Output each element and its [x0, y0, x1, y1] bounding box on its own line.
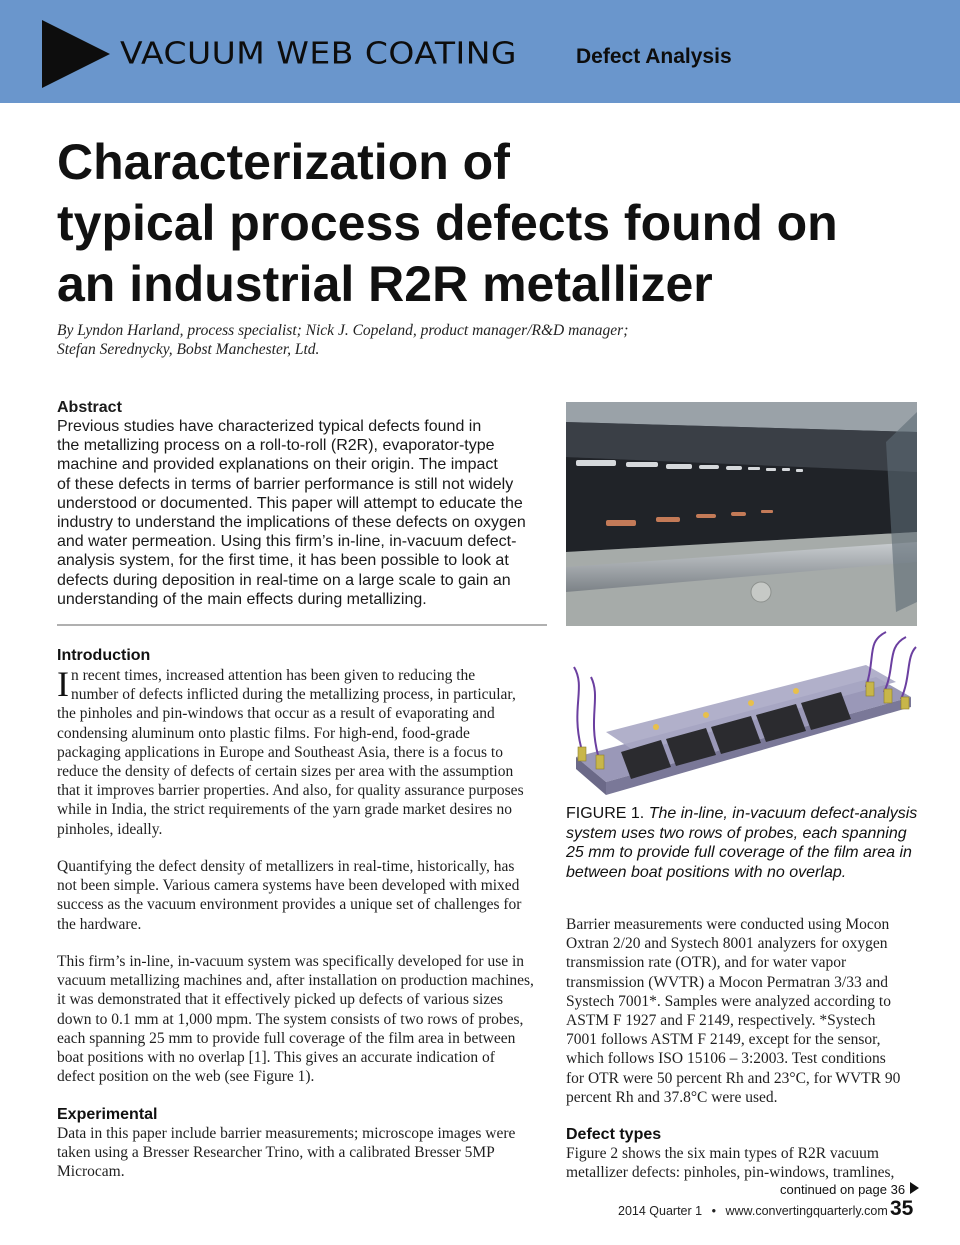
byline-line: Stefan Serednycky, Bobst Manchester, Ltd.: [57, 341, 320, 358]
experimental-paragraph: [57, 1124, 547, 1182]
abstract-line: the metallizing process on a roll-to-roll (R2R), evaporator-type: [57, 437, 495, 455]
intro-line: success as the vacuum environment provides a unique set of challenges for: [57, 896, 522, 914]
intro-paragraph-3: [57, 952, 547, 1086]
intro-line: down to 0.1 mm at 1,000 mpm. The system consists of two rows of probes,: [57, 1010, 524, 1028]
intro-line: not been simple. Various camera systems have been developed with mixed: [57, 877, 520, 895]
title-line: an industrial R2R metallizer: [57, 256, 713, 312]
series-title: VACUUM WEB COATING: [120, 35, 517, 72]
barrier-line: which follows ISO 15106 – 3:2003. Test conditions: [566, 1050, 886, 1068]
barrier-line: transmission (WVTR) a Mocon Permatran 3/33 and: [566, 973, 888, 991]
play-triangle-icon: [42, 20, 110, 88]
experimental-heading: Experimental: [57, 1106, 158, 1123]
title-line: Characterization of: [57, 134, 510, 190]
caption-text: The in-line, in-vacuum defect-analysis: [648, 805, 918, 822]
intro-line: condensing aluminum onto plastic films. For high-end, food-grade: [57, 724, 470, 742]
intro-line: that it improves barrier properties. And also, for quality assurance purposes: [57, 782, 524, 800]
abstract-line: understanding of the main effects during metallizing.: [57, 590, 427, 608]
barrier-line: Oxtran 2/20 and Systech 8001 analyzers for oxygen: [566, 935, 888, 953]
website-link[interactable]: www.convertingquarterly.com: [725, 1204, 888, 1218]
page-footer: [618, 1203, 888, 1219]
barrier-line: Barrier measurements were conducted using Mocon: [566, 916, 890, 933]
section-divider: [57, 624, 547, 626]
intro-line: each spanning 25 mm to provide full coverage of the film area in between: [57, 1029, 516, 1047]
drop-cap: I: [57, 664, 69, 704]
experimental-line: taken using a Bresser Researcher Trino, with a calibrated Bresser 5MP: [57, 1144, 495, 1162]
article-title: [57, 132, 917, 315]
intro-line: while in India, the strict requirements of the yarn grade market desires no: [57, 801, 512, 819]
header-banner: [0, 0, 960, 103]
intro-line: vacuum metallizing machines and, after installation on production machines,: [57, 972, 534, 990]
section-label: Defect Analysis: [576, 45, 732, 68]
defect-types-line: metallizer defects: pinholes, pin-windows, tramlines,: [566, 1164, 895, 1182]
intro-line: number of defects inflicted during the metallizing process, in particular,: [71, 686, 516, 704]
figure-1-caption: [566, 804, 921, 882]
barrier-paragraph: [566, 915, 926, 1107]
intro-line: defect position on the web (see Figure 1).: [57, 1068, 315, 1086]
footer-separator: •: [711, 1204, 716, 1218]
intro-line: n recent times, increased attention has been given to reducing the: [71, 667, 476, 684]
intro-line: packaging applications in Europe and Southeast Asia, there is a focus to: [57, 743, 503, 761]
probe-array-render: [566, 627, 917, 807]
defect-types-heading: Defect types: [566, 1126, 662, 1143]
intro-line: boat positions with no overlap [1]. This gives an accurate indication of: [57, 1049, 495, 1067]
byline-line: By Lyndon Harland, process specialist; Nick J. Copeland, product manager/R&D manager;: [57, 322, 629, 339]
intro-line: This firm’s in-line, in-vacuum system was specifically developed for use in: [57, 953, 525, 970]
intro-paragraph-1: [57, 666, 547, 839]
defect-types-line: Figure 2 shows the six main types of R2R vacuum: [566, 1145, 879, 1162]
barrier-line: ASTM F 1927 and F 2149, respectively. *Systech: [566, 1012, 876, 1030]
barrier-line: 7001 follows ASTM F 2149, except for the sensor,: [566, 1031, 881, 1049]
intro-line: Quantifying the defect density of metallizers in real-time, historically, has: [57, 858, 515, 875]
barrier-line: Systech 7001*. Samples were analyzed according to: [566, 992, 891, 1010]
caption-line: system uses two rows of probes, each spanning: [566, 824, 907, 842]
abstract-line: understood or documented. This paper will attempt to educate the: [57, 494, 523, 512]
experimental-line: Microcam.: [57, 1163, 125, 1181]
issue-label: 2014 Quarter 1: [618, 1204, 703, 1218]
barrier-line: for OTR were 50 percent Rh and 23°C, for WVTR 90: [566, 1069, 901, 1087]
arrow-right-icon: [910, 1182, 919, 1194]
abstract-heading: Abstract: [57, 399, 122, 416]
abstract-line: and water permeation. Using this firm’s in-line, in-vacuum defect-: [57, 533, 517, 551]
caption-line: [566, 804, 921, 824]
abstract-line: industry to understand the implications of these defects on oxygen: [57, 514, 526, 532]
abstract-line: Previous studies have characterized typical defects found in: [57, 418, 482, 435]
machine-photo: [566, 402, 917, 626]
abstract-line: machine and provided explanations on their origin. The impact: [57, 456, 498, 474]
defect-types-paragraph: [566, 1144, 926, 1182]
caption-line: 25 mm to provide full coverage of the film area in: [566, 844, 912, 861]
caption-line: between boat positions with no overlap.: [566, 863, 847, 881]
intro-paragraph-2: [57, 857, 547, 934]
figure-label: FIGURE 1.: [566, 805, 645, 822]
abstract-line: of these defects in terms of barrier performance is still not widely: [57, 475, 514, 493]
intro-line: pinholes, ideally.: [57, 820, 163, 838]
page-number: 35: [890, 1197, 914, 1220]
title-line: typical process defects found on: [57, 195, 838, 251]
intro-line: the pinholes and pin-windows that occur as a result of evaporating and: [57, 705, 495, 723]
intro-line: the hardware.: [57, 915, 142, 933]
barrier-line: percent Rh and 37.8°C were used.: [566, 1088, 778, 1106]
experimental-line: Data in this paper include barrier measurements; microscope images were: [57, 1125, 516, 1142]
intro-line: it was demonstrated that it effectively picked up defects of various sizes: [57, 991, 504, 1009]
abstract-line: defects during deposition in real-time on a large scale to gain an: [57, 571, 511, 589]
barrier-line: transmission rate (OTR), and for water vapor: [566, 954, 847, 972]
abstract-line: analysis system, for the first time, it has been possible to look at: [57, 552, 509, 570]
continued-text[interactable]: continued on page 36: [780, 1182, 906, 1197]
abstract-text: [57, 417, 537, 609]
introduction-heading: Introduction: [57, 647, 151, 664]
byline: [57, 321, 677, 359]
intro-line: reduce the density of defects of certain sizes per area with the assumption: [57, 763, 514, 781]
